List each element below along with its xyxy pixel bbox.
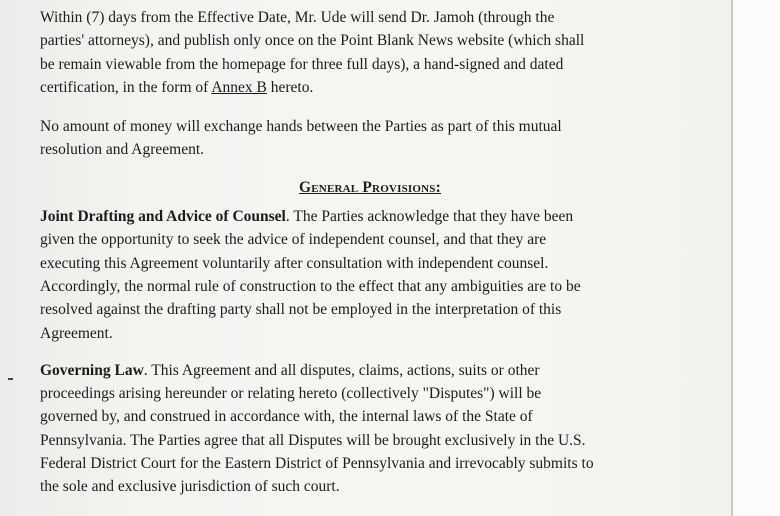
paragraph-certification-text: Within (7) days from the Effective Date, Mr. Ude will send Dr. Jamoh (through the parties' attorneys), and publish only once on the Point Blank News website (which shall be remain viewable from the homepage for three full days), a hand-signed and dated certification, in the form of xyxy=(40,9,585,96)
paragraph-joint-drafting xyxy=(40,205,730,345)
joint-drafting-body: . The Parties acknowledge that they have been given the opportunity to seek the advice of independent counsel, and that they are executing this Agreement voluntarily after consultation with independent counsel. Accordingly, the normal rule of construction to the effect that any ambiguities are to be resolved against the drafting party shall not be employed in the interpretation of this Agreement. xyxy=(40,208,581,342)
paragraph-governing-law xyxy=(40,359,730,499)
paragraph-certification xyxy=(40,6,730,99)
section-heading-text: General Provisions: xyxy=(299,178,441,196)
paragraph-certification-end: hereto. xyxy=(266,78,314,96)
governing-law-title: Governing Law xyxy=(40,361,144,379)
margin-mark xyxy=(8,378,13,380)
joint-drafting-title: Joint Drafting and Advice of Counsel xyxy=(40,208,286,226)
document-body xyxy=(40,6,730,499)
annex-b-reference: Annex B xyxy=(211,78,267,96)
paragraph-no-money: No amount of money will exchange hands between the Parties as part of this mutual resolution and Agreement. xyxy=(40,118,562,159)
page-right-margin xyxy=(733,0,780,516)
section-heading xyxy=(40,176,730,199)
governing-law-body: . This Agreement and all disputes, claims, actions, suits or other proceedings arising hereunder or relating hereto (collectively "Disputes") will be governed by, and construed in accordance with, the internal laws of the State of Pennsylvania. The Parties agree that all Disputes will be brought exclusively in the U.S. Federal District Court for the Eastern District of Pennsylvania and irrevocably submits to the sole and exclusive jurisdiction of such court. xyxy=(40,361,594,496)
